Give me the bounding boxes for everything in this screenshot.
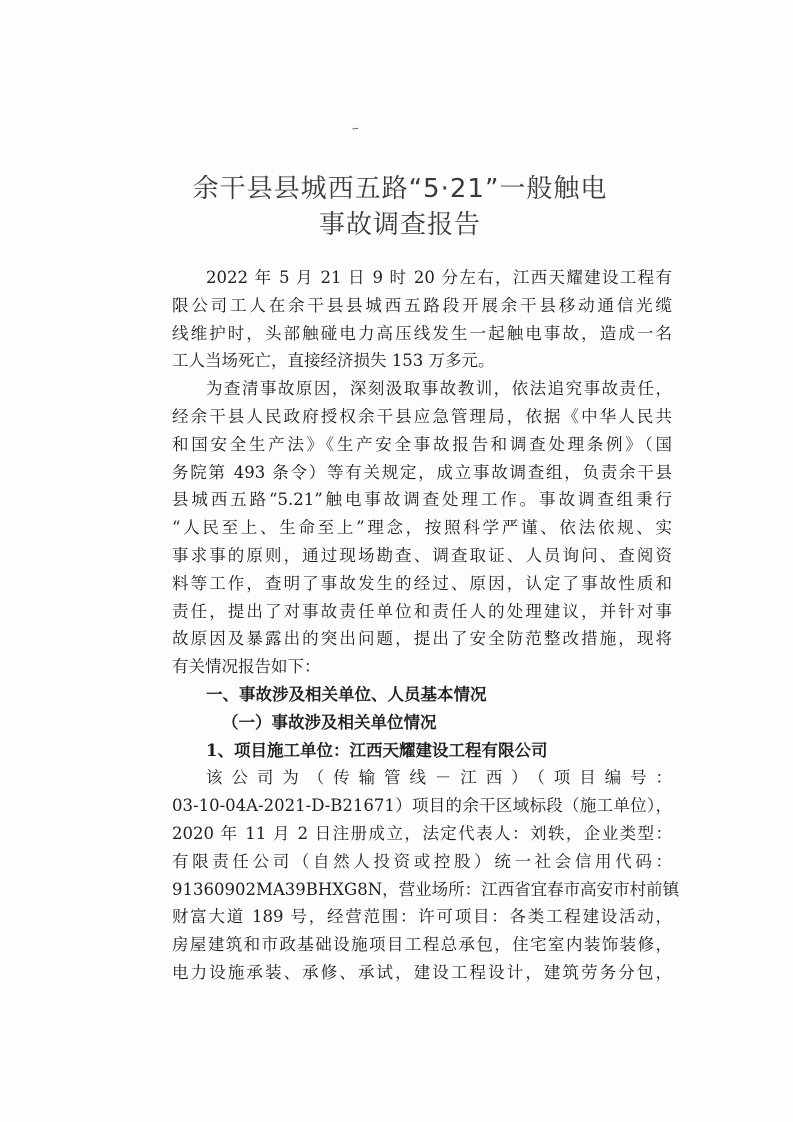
section-heading: 一、事故涉及相关单位、人员基本情况 <box>206 684 487 704</box>
body-line: 责任，提出了对事故责任单位和责任人的处理建议，并针对事 <box>172 601 672 621</box>
body-line: 03-10-04A-2021-D-B21671）项目的余干区域标段（施工单位）， <box>172 796 672 816</box>
body-line: 故原因及暴露出的突出问题，提出了安全防范整改措施，现将 <box>172 629 672 649</box>
body-line: 电力设施承装、承修、承试，建设工程设计，建筑劳务分包， <box>172 962 672 982</box>
document-title-line-2: 事故调查报告 <box>318 210 481 240</box>
report-body <box>172 264 680 987</box>
margin-mark: ｰ <box>352 122 359 137</box>
body-line: 有关情况报告如下： <box>172 657 321 677</box>
body-line: 2022 年 5 月 21 日 9 时 20 分左右，江西天耀建设工程有 <box>206 268 672 287</box>
body-line: 2020 年 11 月 2 日注册成立，法定代表人：刘轶，企业类型： <box>172 823 672 843</box>
subsection-heading: （一）事故涉及相关单位情况 <box>222 712 437 732</box>
body-line: 料等工作，查明了事故发生的经过、原因，认定了事故性质和 <box>172 573 672 593</box>
body-line: 和国安全生产法》《生产安全事故报告和调查处理条例》（国 <box>172 434 672 454</box>
body-line: 限公司工人在余干县县城西五路段开展余干县移动通信光缆 <box>172 295 672 315</box>
body-line: 县城西五路“5.21”触电事故调查处理工作。事故调查组秉行 <box>172 490 672 510</box>
body-line: 为查清事故原因，深刻汲取事故教训，依法追究事故责任， <box>206 379 672 399</box>
body-line: 该公司为（传输管线－江西）（项目编号： <box>206 768 672 788</box>
body-line: 91360902MA39BHXG8N，营业场所：江西省宜春市高安市村前镇 <box>172 879 680 899</box>
document-title-line-1: 余干县县城西五路“5·21”一般触电 <box>192 174 608 204</box>
body-line: 线维护时，头部触碰电力高压线发生一起触电事故，造成一名 <box>172 323 672 343</box>
body-line: 经余干县人民政府授权余干县应急管理局，依据《中华人民共 <box>172 406 672 426</box>
body-line: 务院第 493 条令）等有关规定，成立事故调查组，负责余干县 <box>172 462 672 482</box>
body-line: “人民至上、生命至上”理念，按照科学严谨、依法依规、实 <box>172 518 672 538</box>
body-line: 事求事的原则，通过现场勘查、调查取证、人员询问、查阅资 <box>172 545 672 565</box>
body-line: 财富大道 189 号，经营范围：许可项目：各类工程建设活动， <box>172 907 672 927</box>
item-heading: 1、项目施工单位：江西天耀建设工程有限公司 <box>206 740 548 760</box>
body-line: 工人当场死亡，直接经济损失 153 万多元。 <box>172 351 495 371</box>
body-line: 房屋建筑和市政基础设施项目工程总承包，住宅室内装饰装修， <box>172 935 672 955</box>
body-line: 有限责任公司（自然人投资或控股）统一社会信用代码： <box>172 851 672 871</box>
